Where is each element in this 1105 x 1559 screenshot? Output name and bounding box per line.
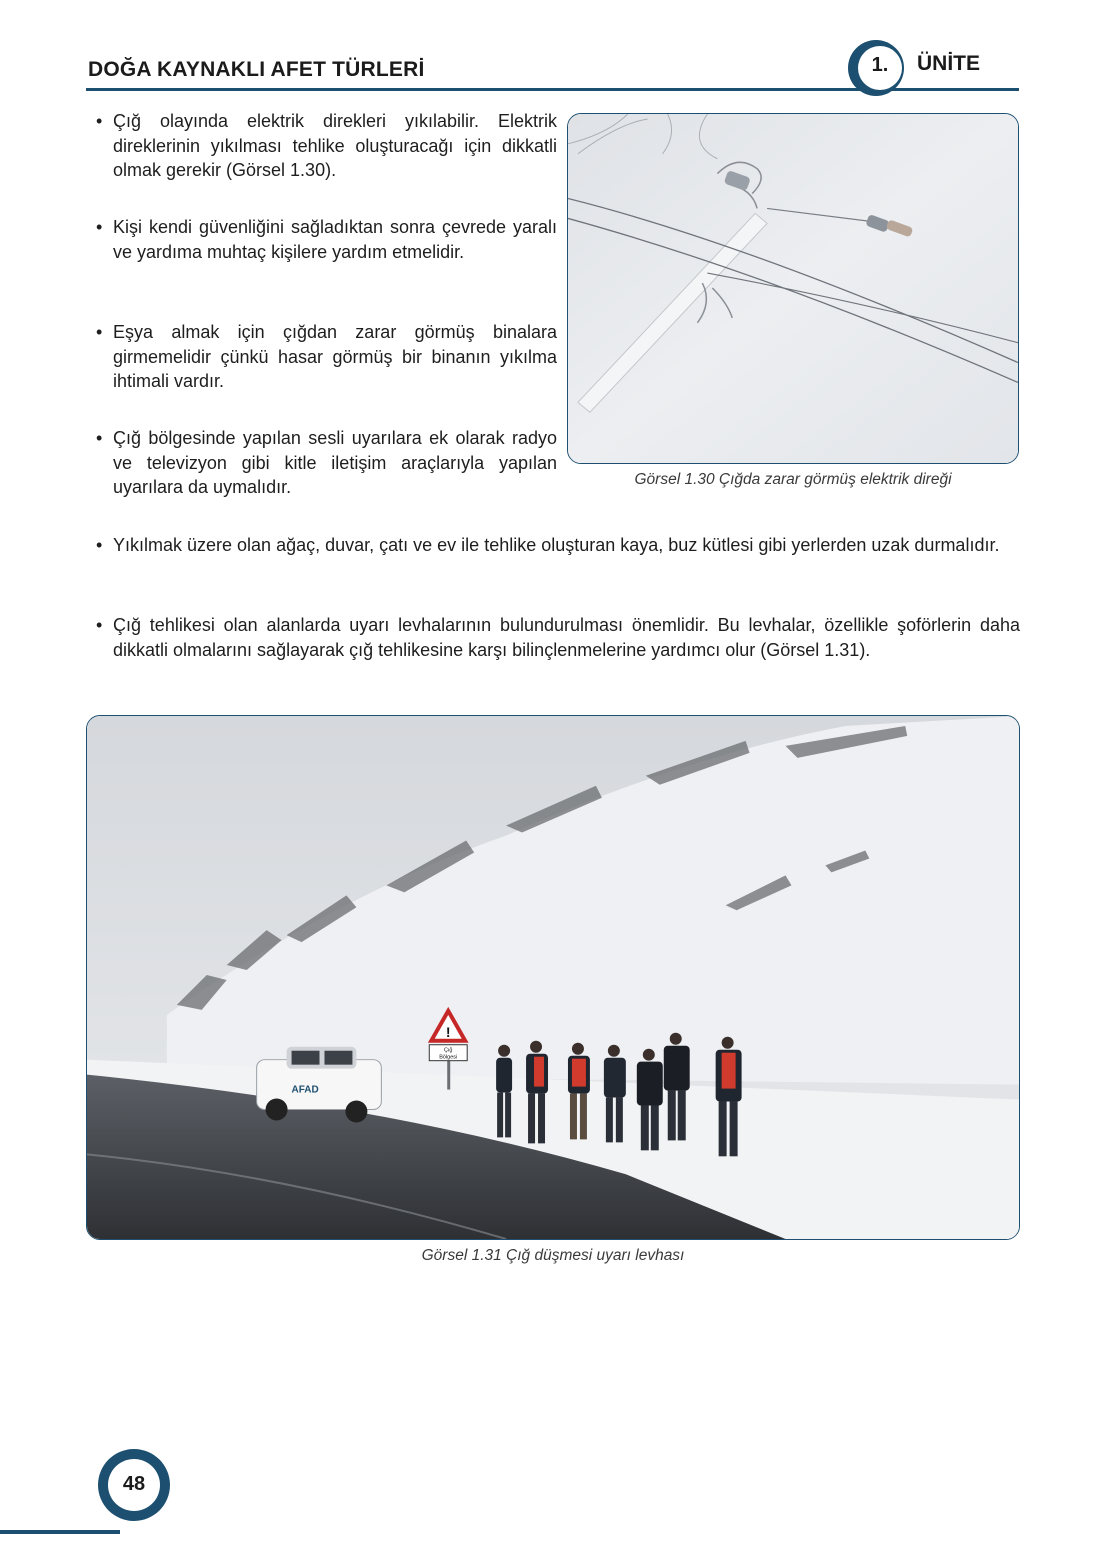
page-section-title: DOĞA KAYNAKLI AFET TÜRLERİ (88, 58, 425, 81)
figure-damaged-power-pole (567, 113, 1019, 464)
figure-caption: Görsel 1.31 Çığ düşmesi uyarı levhası (421, 1247, 685, 1264)
svg-text:!: ! (445, 1023, 451, 1040)
damaged-pole-illustration (568, 114, 1018, 463)
avalanche-scene-illustration (87, 716, 1019, 1239)
bullet-item: • Eşya almak için çığdan zarar görmüş binalara girmemelidir çünkü hasar görmüş bir binanın yıkılma ihtimali vardır. (113, 320, 557, 394)
footer-rule (0, 1530, 120, 1534)
svg-text:Bölgesi: Bölgesi (439, 1054, 458, 1061)
bullet-item: • Çığ olayında elektrik direkleri yıkılabilir. Elektrik direklerinin yıkılması tehlike oluşturacağı için dikkatli olmak gerekir (Görsel 1.30). (113, 109, 557, 183)
unit-label: ÜNİTE (917, 52, 980, 75)
svg-text:Çığ: Çığ (443, 1047, 453, 1054)
figure-caption: Görsel 1.30 Çığda zarar görmüş elektrik direği (634, 471, 952, 488)
bullet-item: • Kişi kendi güvenliğini sağladıktan sonra çevrede yaralı ve yardıma muhtaç kişilere yardım etmelidir. (113, 215, 557, 264)
page-number: 48 (122, 1473, 146, 1495)
bullet-item: • Çığ bölgesinde yapılan sesli uyarılara ek olarak radyo ve televizyon gibi kitle iletişim araçlarıyla yapılan uyarılara da uymalıdır. (113, 426, 557, 500)
unit-number: 1. (871, 54, 889, 76)
svg-text:AFAD: AFAD (291, 1084, 319, 1096)
bullet-item: • Çığ tehlikesi olan alanlarda uyarı levhalarının bulundurulması önemlidir. Bu levhalar, özellikle şoförlerin daha dikkatli olmalarını sağlayarak çığ tehlikesine karşı bilinçlenmelerine yardımcı olur (Görsel 1.31). (113, 613, 1020, 662)
figure-avalanche-warning-sign (86, 715, 1020, 1240)
bullet-item: • Yıkılmak üzere olan ağaç, duvar, çatı ve ev ile tehlike oluşturan kaya, buz kütlesi gibi yerlerden uzak durmalıdır. (113, 533, 1020, 558)
